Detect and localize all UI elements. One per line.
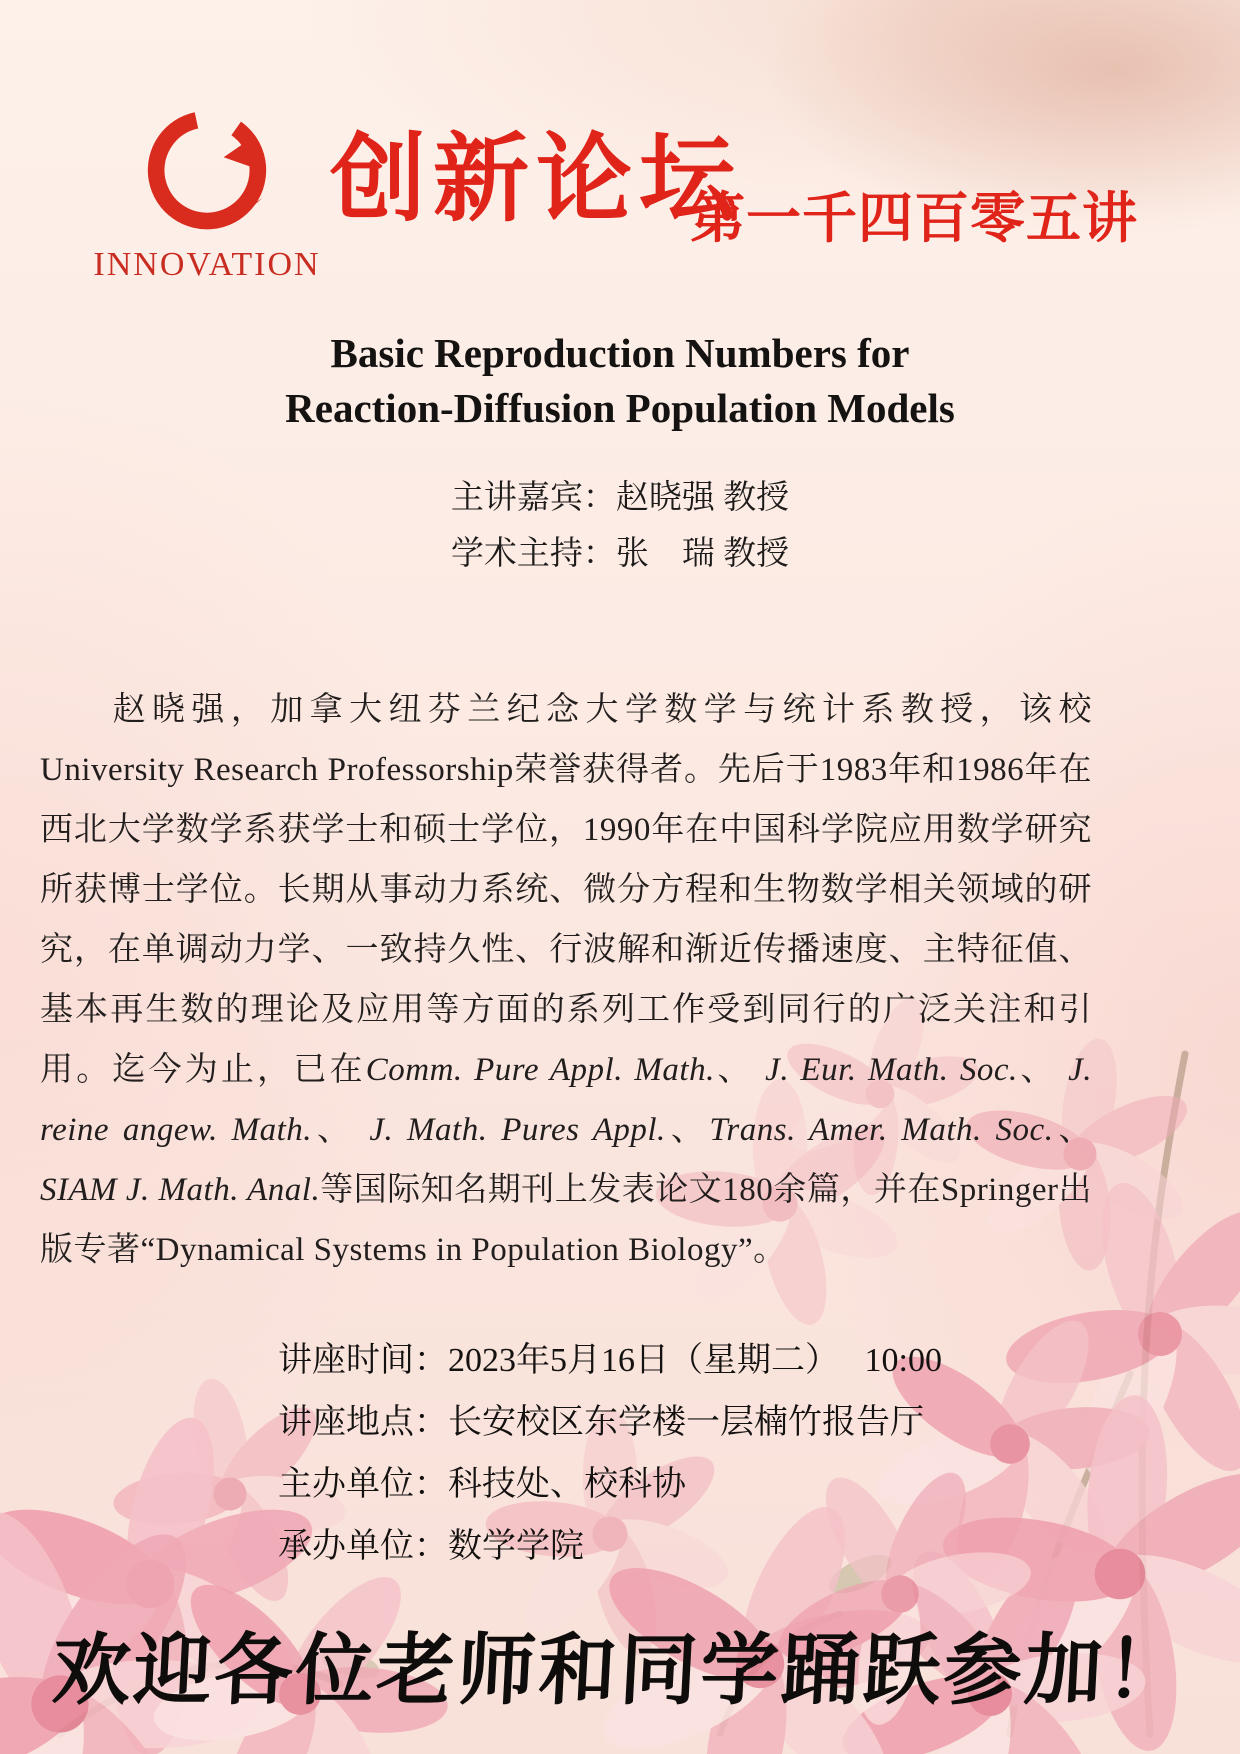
bio-text: 、 [714, 1052, 766, 1088]
innovation-logo-icon [131, 98, 283, 246]
bio-text: 赵晓强，加拿大纽芬兰纪念大学数学与统计系教授，该校University Research Professorship荣誉获得者。先后于1983年和1986年在西北大学数学系获学士和硕士学位，1990年在中国科学院应用数学研究所获博士学位。长期从事动力系统、微分方程和生物数学相关领域的研究，在单调动力学、一致持久性、行波解和渐近传播速度、主特征值、基本再生数的理论及应用等方面的系列工作受到同行的广泛关注和引用。迄今为止，已在 [40, 692, 1092, 1088]
detail-location [278, 1392, 942, 1454]
lecture-number: 第一千四百零五讲 [690, 187, 1139, 249]
detail-organizer-value: 科技处、校科协 [448, 1466, 686, 1503]
journal-name: Trans. Amer. Math. Soc. [709, 1112, 1054, 1148]
speaker-host-line: 学术主持：张 瑞 教授 [450, 536, 790, 573]
journal-name: J. Math. Pures Appl. [369, 1112, 666, 1148]
lecture-title [0, 326, 1240, 437]
detail-time-value: 2023年5月16日（星期二） 10:00 [448, 1342, 942, 1379]
bio-text: 、 [665, 1112, 710, 1148]
detail-time [278, 1330, 942, 1392]
detail-organizer [278, 1454, 942, 1516]
detail-organizer-label: 主办单位： [278, 1466, 448, 1503]
journal-name: J. reine angew. Math. [40, 1052, 1093, 1148]
bio-text: 、 [1053, 1112, 1093, 1148]
lecture-details [278, 1330, 942, 1578]
lecture-title-line1: Basic Reproduction Numbers for [330, 330, 910, 376]
detail-location-value: 长安校区东学楼一层楠竹报告厅 [448, 1404, 924, 1441]
detail-undertaker [278, 1516, 942, 1578]
speaker-guest-line: 主讲嘉宾：赵晓强 教授 [450, 480, 790, 516]
logo-text: INNOVATION [93, 246, 321, 283]
detail-undertaker-value: 数学学院 [448, 1528, 584, 1565]
bio-text: 、 [312, 1112, 370, 1148]
detail-location-label: 讲座地点： [278, 1404, 448, 1441]
speakers-inner [451, 470, 789, 582]
lecture-title-line2: Reaction-Diffusion Population Models [285, 385, 955, 432]
welcome-message: 欢迎各位老师和同学踊跃参加！ [50, 1627, 1189, 1714]
bio-paragraph [40, 680, 1092, 1280]
journal-name: SIAM J. Math. Anal. [40, 1172, 321, 1208]
speakers-block [0, 470, 1240, 582]
journal-name: J. Eur. Math. Soc. [765, 1052, 1018, 1088]
logo-block [92, 98, 322, 284]
journal-name: Comm. Pure Appl. Math. [365, 1052, 715, 1088]
bio-text: 等国际知名期刊上发表论文180余篇，并在Springer出版专著“Dynamical Systems in Population Biology”。 [40, 1172, 1092, 1268]
detail-undertaker-label: 承办单位： [278, 1528, 448, 1565]
detail-time-label: 讲座时间： [278, 1342, 448, 1379]
forum-title: 创新论坛 [330, 126, 742, 233]
bio-text: 、 [1017, 1052, 1069, 1088]
